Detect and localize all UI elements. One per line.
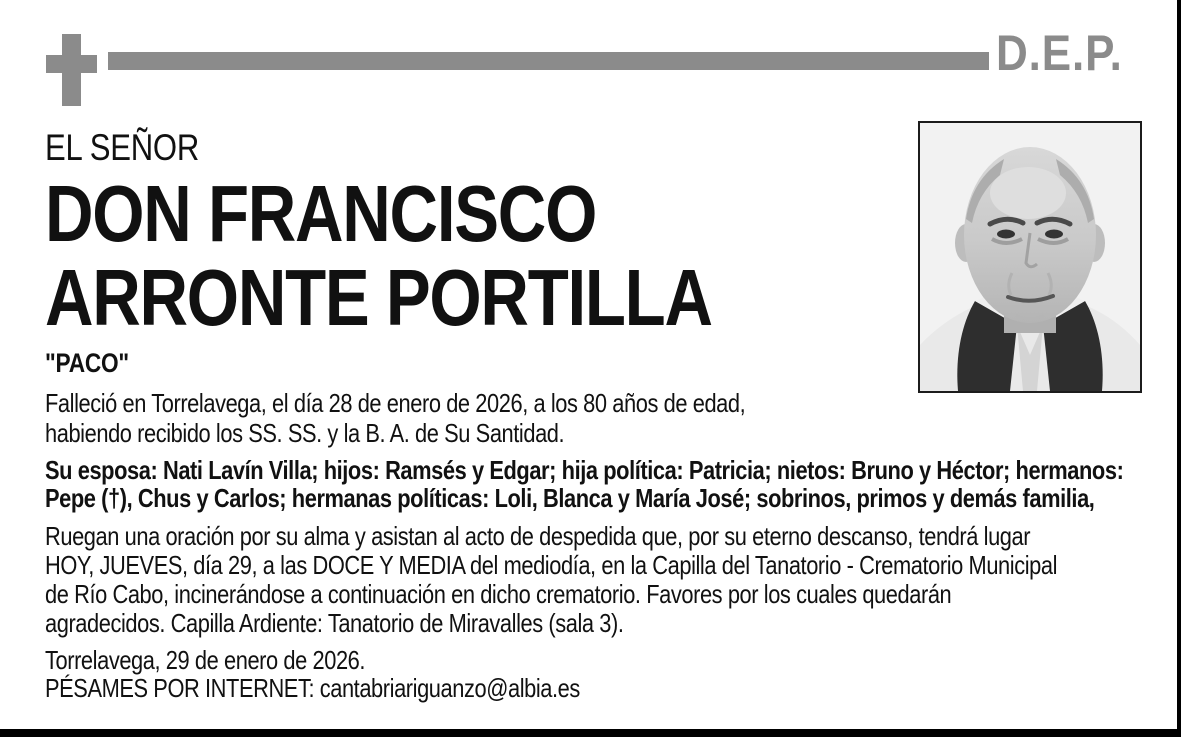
dep-abbreviation: D.E.P. xyxy=(996,25,1123,81)
funeral-details-line: HOY, JUEVES, día 29, a las DOCE Y MEDIA del mediodía, en la Capilla del Tanatorio - Crematorio Municipal xyxy=(45,550,1058,580)
family-list xyxy=(45,456,1181,512)
header-rule xyxy=(108,52,989,70)
death-announcement-line: habiendo recibido los SS. SS. y la B. A. de Su Santidad. xyxy=(45,418,565,448)
deceased-name-line1: DON FRANCISCO xyxy=(45,169,597,258)
place-date: Torrelavega, 29 de enero de 2026. xyxy=(45,645,366,675)
online-condolences: PÉSAMES POR INTERNET: cantabriariguanzo@albia.es xyxy=(45,673,580,703)
deceased-name-line2: ARRONTE PORTILLA xyxy=(45,253,712,342)
deceased-nickname: "PACO" xyxy=(45,348,129,378)
funeral-details-line: de Río Cabo, incinerándose a continuación en dicho crematorio. Favores por los cuales quedarán xyxy=(45,579,952,609)
funeral-details-line: agradecidos. Capilla Ardiente: Tanatorio de Miravalles (sala 3). xyxy=(45,608,624,638)
funeral-details xyxy=(45,522,1181,638)
death-announcement-line: Falleció en Torrelavega, el día 28 de enero de 2026, a los 80 años de edad, xyxy=(45,388,746,418)
obituary-text xyxy=(45,118,1181,702)
courtesy-title: EL SEÑOR xyxy=(45,127,200,168)
footer xyxy=(45,646,1181,702)
deceased-name xyxy=(45,169,1181,342)
death-announcement xyxy=(45,388,1181,448)
funeral-details-line: Ruegan una oración por su alma y asistan al acto de despedida que, por su eterno descanso, tendrá lugar xyxy=(45,521,1031,551)
latin-cross-icon xyxy=(46,55,97,73)
family-list-line: Pepe (†), Chus y Carlos; hermanas políticas: Loli, Blanca y María José; sobrinos, primos y demás familia, xyxy=(45,483,1095,513)
family-list-line: Su esposa: Nati Lavín Villa; hijos: Ramsés y Edgar; hija política: Patricia; nietos: Bruno y Héctor; hermanos: xyxy=(45,455,1124,485)
